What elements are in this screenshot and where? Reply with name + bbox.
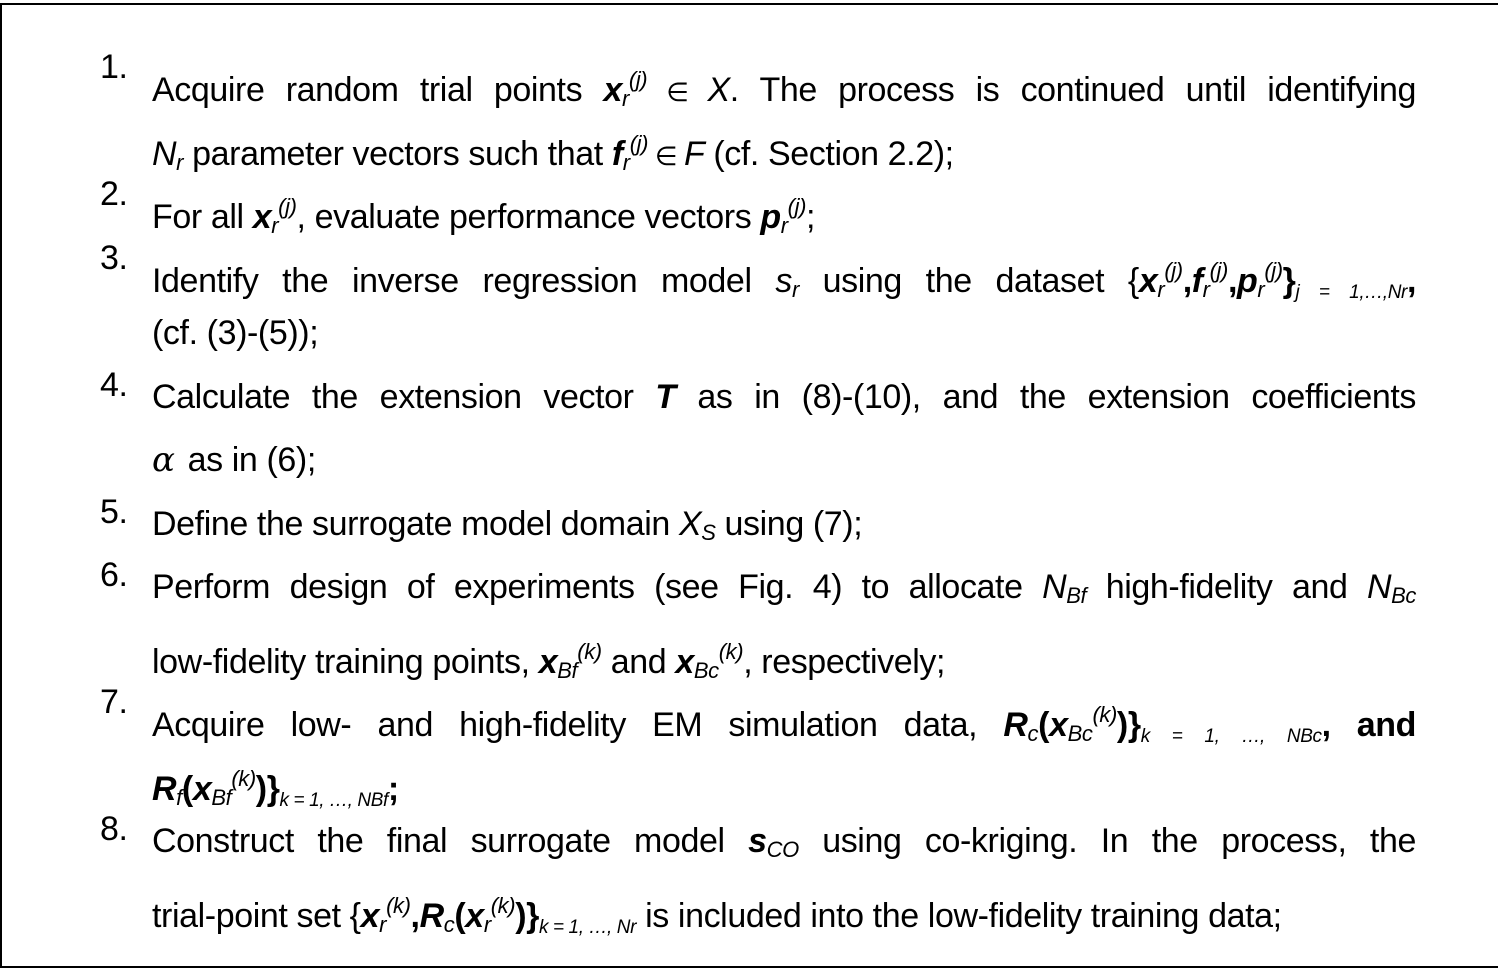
text-fragment: (j) (1164, 257, 1183, 283)
step-6-line-2 (152, 620, 1416, 684)
step-1-line-1 (152, 48, 1416, 112)
text-fragment: r (271, 213, 279, 238)
text-fragment: N (1042, 568, 1067, 606)
text-fragment: as in (6); (178, 441, 316, 479)
text-fragment: (k) (718, 638, 744, 664)
text-fragment: f (611, 134, 623, 173)
step-1 (100, 48, 1416, 175)
text-fragment: (j) (628, 67, 648, 92)
text-fragment: s (775, 261, 792, 300)
step-4-line-1 (152, 366, 1416, 430)
text-fragment: Construct the final surrogate model (152, 822, 749, 860)
text-fragment: , (410, 896, 420, 935)
text-fragment: p (760, 198, 781, 236)
text-fragment: x (360, 896, 380, 935)
text-fragment: high-fidelity and (1086, 568, 1367, 606)
text-fragment: , respectively; (743, 642, 946, 681)
text-fragment: using co-kriging. In the process, the (798, 822, 1416, 860)
step-number: 6. (100, 556, 128, 594)
text-fragment: For all (152, 198, 253, 236)
step-5 (100, 493, 1416, 557)
text-fragment: x (252, 198, 272, 236)
text-fragment: x (1049, 706, 1068, 744)
step-7-line-2 (152, 747, 1416, 811)
text-fragment: )} (515, 896, 539, 935)
text-fragment: k = 1, …, NBf (279, 789, 388, 811)
text-fragment: f (176, 784, 182, 810)
step-6 (100, 556, 1416, 683)
step-7-line-1 (152, 683, 1416, 747)
step-8-line-1 (152, 810, 1416, 874)
text-fragment: (cf. Section 2.2); (704, 134, 954, 173)
text-fragment: c (443, 911, 455, 937)
text-fragment: T (655, 377, 676, 416)
step-number: 8. (100, 810, 128, 848)
step-7 (100, 683, 1416, 810)
text-fragment: α (152, 440, 175, 480)
text-fragment: Bc (1391, 583, 1416, 608)
text-fragment: x (1138, 261, 1158, 300)
text-fragment: Acquire low- and high-fidelity EM simulation data, (152, 706, 1004, 744)
text-fragment: low-fidelity training points, (152, 642, 539, 681)
step-number: 3. (100, 238, 128, 277)
text-fragment: Bf (211, 784, 232, 810)
text-fragment: (cf. (3)-(5)); (152, 314, 319, 352)
text-fragment: } (1282, 261, 1296, 300)
text-fragment: Identify the inverse regression model (152, 261, 776, 300)
text-fragment: Bf (557, 657, 578, 683)
step-number: 5. (100, 492, 128, 531)
step-3 (100, 239, 1416, 366)
text-fragment: Bc (1067, 721, 1093, 746)
text-fragment: S (701, 519, 716, 545)
text-fragment: (k) (1092, 702, 1117, 727)
text-fragment: (j) (278, 194, 297, 219)
text-fragment: N (1366, 568, 1392, 606)
text-fragment: , and (1321, 706, 1417, 744)
step-4-line-2 (152, 429, 1416, 493)
text-fragment: j = 1,…,Nr (1295, 281, 1407, 303)
text-fragment: Calculate the extension vector (152, 377, 656, 416)
text-fragment: as in (8)-(10), and the extension coefficients (675, 377, 1416, 416)
step-6-line-1 (152, 556, 1416, 620)
text-fragment: c (1027, 721, 1039, 746)
text-fragment: F (683, 134, 705, 173)
text-fragment: k = 1, …, NBc (1140, 726, 1322, 747)
text-fragment: (k) (577, 638, 602, 664)
text-fragment: parameter vectors such that (183, 134, 612, 173)
step-8 (100, 810, 1416, 937)
text-fragment: x (603, 71, 622, 109)
text-fragment: Define the surrogate model domain (152, 504, 679, 543)
text-fragment: x (192, 769, 212, 808)
text-fragment: (k) (490, 892, 516, 918)
text-fragment: x (538, 642, 558, 681)
text-fragment: is included into the low-fidelity training data; (636, 896, 1282, 935)
text-fragment: , evaluate performance vectors (296, 198, 761, 236)
text-fragment: (j) (1209, 257, 1228, 283)
text-fragment: R (152, 769, 177, 808)
step-2-line-1 (152, 175, 1416, 239)
text-fragment: r (1257, 276, 1265, 302)
text-fragment: (j) (787, 194, 807, 219)
text-fragment: . The process is continued until identifying (729, 71, 1416, 109)
text-fragment: r (1157, 276, 1165, 302)
text-fragment: r (176, 149, 184, 175)
text-fragment: ; (387, 769, 399, 808)
step-3-line-1 (152, 239, 1416, 303)
text-fragment: Acquire random trial points (152, 71, 604, 109)
text-fragment: r (621, 86, 629, 111)
text-fragment: x (675, 642, 694, 681)
step-number: 4. (100, 365, 128, 404)
step-4 (100, 366, 1416, 493)
text-fragment: R (1003, 706, 1028, 744)
text-fragment: , (1406, 261, 1416, 300)
text-fragment: r (791, 276, 799, 302)
step-number: 1. (100, 48, 128, 86)
text-fragment: r (622, 149, 630, 175)
text-fragment: (k) (231, 765, 256, 791)
text-fragment: ∈ (648, 140, 684, 171)
text-fragment: , (1182, 261, 1192, 300)
text-fragment: (j) (1264, 257, 1283, 283)
text-fragment: Bc (693, 657, 719, 683)
text-fragment: using the dataset { (798, 261, 1139, 300)
text-fragment: p (1237, 261, 1258, 300)
text-fragment: Bf (1066, 583, 1087, 608)
text-fragment: and (601, 642, 676, 681)
step-3-line-2 (152, 302, 1416, 366)
algorithm-step-list (100, 48, 1416, 937)
step-2 (100, 175, 1416, 239)
text-fragment: , (1227, 261, 1237, 300)
text-fragment: trial-point set { (152, 896, 361, 935)
text-fragment: )} (1116, 706, 1141, 744)
text-fragment: ( (1038, 706, 1050, 744)
text-fragment: x (465, 896, 484, 935)
text-fragment: R (419, 896, 444, 935)
text-fragment: X (678, 504, 702, 543)
text-fragment: (k) (386, 892, 411, 918)
text-fragment: r (379, 911, 387, 937)
text-fragment: ∈ (647, 77, 708, 107)
step-8-line-2 (152, 874, 1416, 938)
step-number: 7. (100, 683, 128, 721)
step-1-line-2 (152, 112, 1416, 176)
text-fragment: ( (181, 769, 193, 808)
text-fragment: )} (255, 769, 280, 808)
text-fragment: r (483, 911, 491, 937)
text-fragment: k = 1, …, Nr (538, 916, 637, 938)
text-fragment: f (1191, 261, 1203, 300)
text-fragment: X (707, 71, 730, 109)
text-fragment: (j) (629, 130, 649, 156)
text-fragment: using (7); (715, 504, 863, 543)
text-fragment: CO (766, 837, 799, 862)
step-5-line-1 (152, 493, 1416, 557)
text-fragment: s (748, 822, 767, 860)
text-fragment: Perform design of experiments (see Fig. 4) to allocate (152, 568, 1043, 606)
text-fragment: ; (806, 198, 816, 236)
step-number: 2. (100, 175, 128, 213)
text-fragment: ( (454, 896, 466, 935)
text-fragment: r (780, 213, 788, 238)
text-fragment: N (152, 134, 177, 173)
text-fragment: r (1202, 276, 1210, 302)
